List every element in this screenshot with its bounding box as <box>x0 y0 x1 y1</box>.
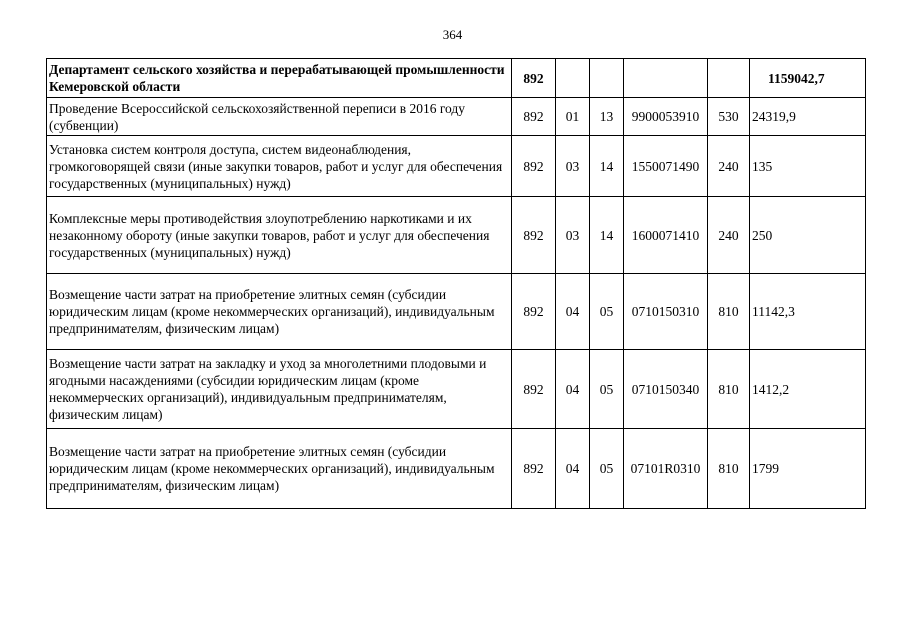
table-row <box>47 274 866 350</box>
table-row <box>47 197 866 274</box>
row-pr: 14 <box>590 197 624 274</box>
row-rz: 04 <box>556 350 590 429</box>
page-number: 364 <box>442 27 463 42</box>
row-rz: 04 <box>556 429 590 509</box>
row-csr: 07101R0310 <box>624 429 708 509</box>
department-rz <box>556 59 590 98</box>
row-vr: 240 <box>708 136 750 197</box>
row-name: Проведение Всероссийской сельскохозяйственной переписи в 2016 году (субвенции) <box>47 98 512 136</box>
row-name: Возмещение части затрат на приобретение элитных семян (субсидии юридическим лицам (кроме некоммерческих организаций), индивидуальным предпринимателям, физическим лицам) <box>47 429 512 509</box>
row-name: Комплексные меры противодействия злоупотреблению наркотиками и их незаконному обороту (иные закупки товаров, работ и услуг для обеспечения государственных (муниципальных) нужд) <box>47 197 512 274</box>
row-vr: 810 <box>708 274 750 350</box>
row-vr: 240 <box>708 197 750 274</box>
row-name: Возмещение части затрат на закладку и уход за многолетними плодовыми и ягодными насаждениями (субсидии юридическим лицам (кроме некоммерческих организаций), индивидуальным предпринимателям, физическим лицам) <box>47 350 512 429</box>
row-name: Возмещение части затрат на приобретение элитных семян (субсидии юридическим лицам (кроме некоммерческих организаций), индивидуальным предпринимателям, физическим лицам) <box>47 274 512 350</box>
row-ved: 892 <box>512 197 556 274</box>
row-rz: 04 <box>556 274 590 350</box>
table-row <box>47 350 866 429</box>
row-pr: 05 <box>590 274 624 350</box>
row-amount: 11142,3 <box>750 274 866 350</box>
department-name: Департамент сельского хозяйства и перерабатывающей промышленности Кемеровской области <box>47 59 512 98</box>
row-ved: 892 <box>512 274 556 350</box>
row-amount: 1799 <box>750 429 866 509</box>
row-rz: 01 <box>556 98 590 136</box>
department-ved: 892 <box>512 59 556 98</box>
department-amount: 1159042,7 <box>750 59 866 98</box>
row-pr: 05 <box>590 350 624 429</box>
row-rz: 03 <box>556 197 590 274</box>
row-vr: 810 <box>708 350 750 429</box>
row-pr: 05 <box>590 429 624 509</box>
row-amount: 135 <box>750 136 866 197</box>
row-amount: 1412,2 <box>750 350 866 429</box>
row-csr: 0710150340 <box>624 350 708 429</box>
row-ved: 892 <box>512 136 556 197</box>
budget-table <box>46 58 866 509</box>
row-amount: 250 <box>750 197 866 274</box>
row-csr: 1600071410 <box>624 197 708 274</box>
row-pr: 13 <box>590 98 624 136</box>
row-vr: 530 <box>708 98 750 136</box>
table-row <box>47 98 866 136</box>
department-vr <box>708 59 750 98</box>
row-csr: 0710150310 <box>624 274 708 350</box>
row-ved: 892 <box>512 350 556 429</box>
row-ved: 892 <box>512 98 556 136</box>
row-csr: 9900053910 <box>624 98 708 136</box>
row-ved: 892 <box>512 429 556 509</box>
row-vr: 810 <box>708 429 750 509</box>
department-csr <box>624 59 708 98</box>
row-csr: 1550071490 <box>624 136 708 197</box>
department-pr <box>590 59 624 98</box>
table-row <box>47 429 866 509</box>
table-row <box>47 136 866 197</box>
row-amount: 24319,9 <box>750 98 866 136</box>
row-pr: 14 <box>590 136 624 197</box>
row-name: Установка систем контроля доступа, систем видеонаблюдения, громкоговорящей связи (иные закупки товаров, работ и услуг для обеспечения государственных (муниципальных) нужд) <box>47 136 512 197</box>
row-rz: 03 <box>556 136 590 197</box>
department-row <box>47 59 866 98</box>
